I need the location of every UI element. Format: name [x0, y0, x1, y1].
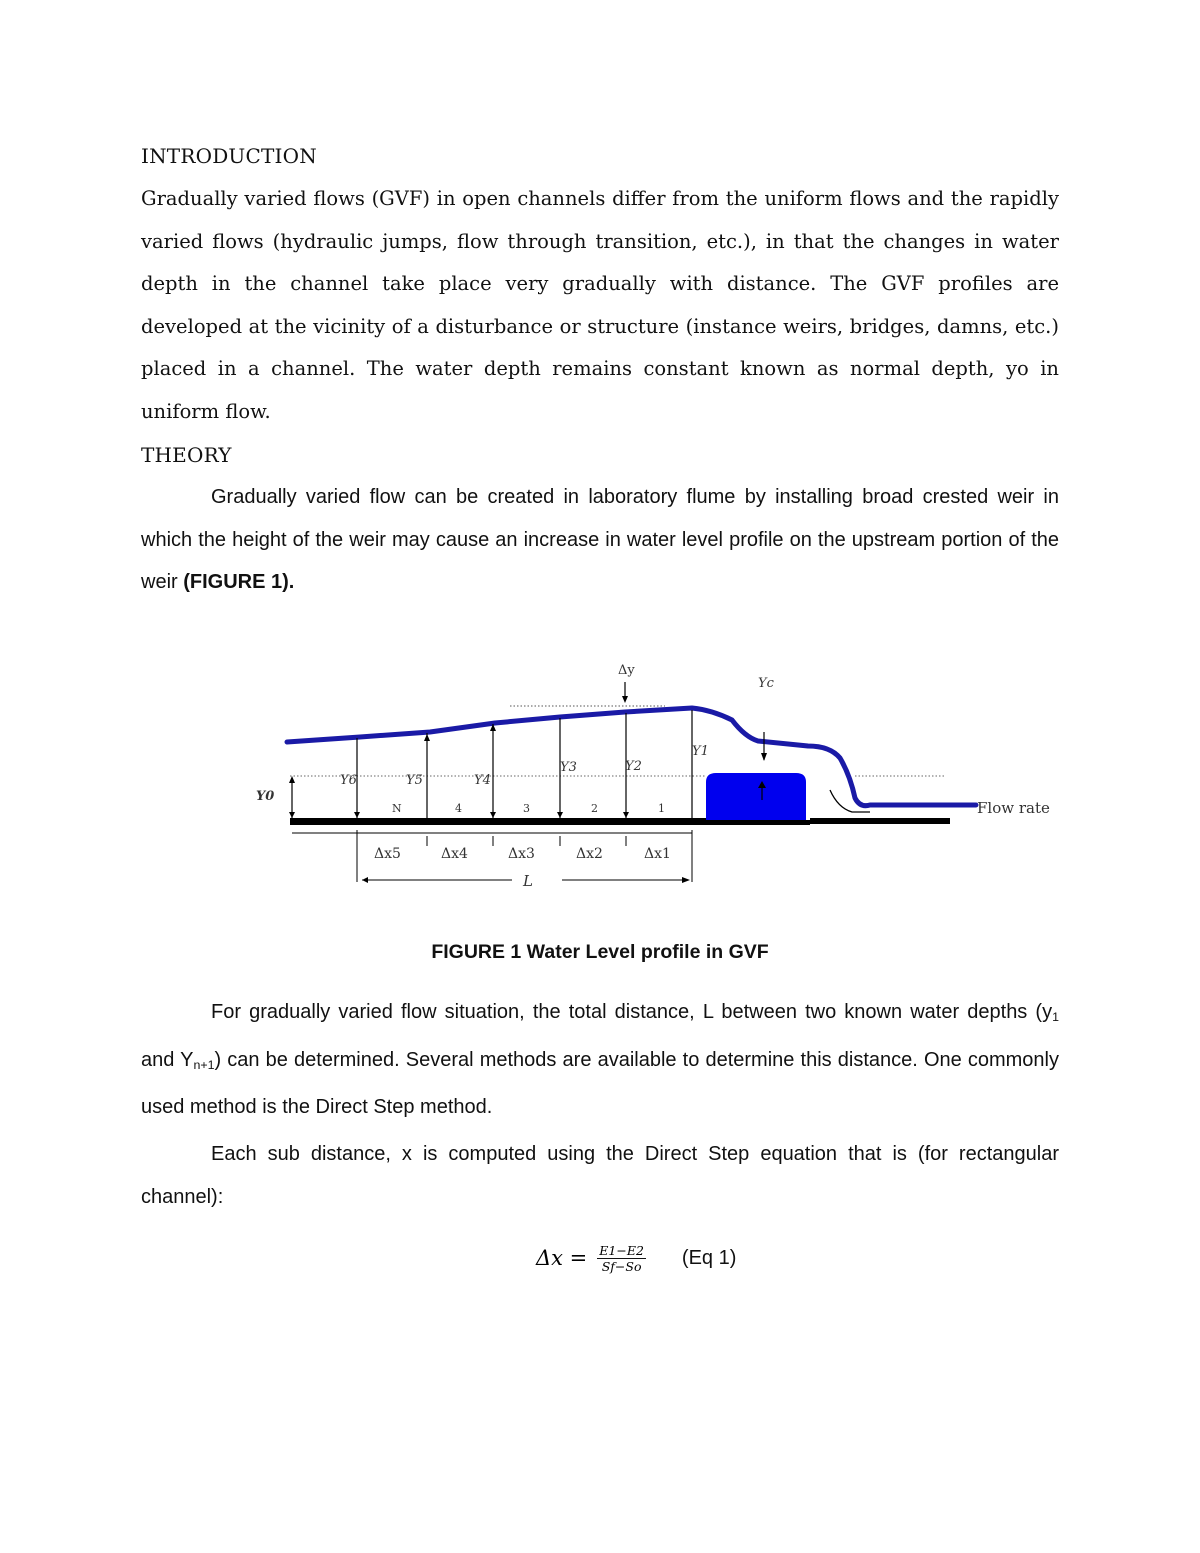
dx5-label: Δx5 [374, 846, 401, 862]
dx3-label: Δx3 [508, 846, 535, 862]
figure-reference: (FIGURE 1). [183, 571, 295, 593]
equation-numerator: E1−E2 [599, 1242, 644, 1258]
flow-rate-label: Flow rate [977, 799, 1050, 817]
dx1-label: Δx1 [644, 846, 671, 862]
section-3-label: 3 [523, 802, 530, 815]
channel-bed-downstream [810, 818, 950, 824]
gvf-diagram [240, 640, 1080, 900]
channel-bed-upstream [290, 818, 708, 825]
dy-label: Δy [618, 663, 635, 678]
theory-heading: THEORY [141, 443, 232, 467]
section-2-label: 2 [591, 802, 598, 815]
theory-paragraph-1-text: Gradually varied flow can be created in laboratory flume by installing broad crested weir in which the height of the weir may cause an increase in water level profile on the upstream portion of the weir [141, 486, 1059, 593]
y6-label: Y6 [340, 773, 357, 788]
L-arrow-right [682, 877, 690, 883]
dx2-label: Δx2 [576, 846, 603, 862]
hydraulic-jump-mark [830, 790, 870, 812]
y1-label: Y1 [692, 744, 709, 759]
theory-paragraph-1 [141, 476, 1059, 604]
intro-paragraph: Gradually varied flows (GVF) in open channels differ from the uniform flows and the rapidly varied flows (hydraulic jumps, flow through transition, etc.), in that the changes in water depth in the channel take place very gradually with distance. The GVF profiles are developed at the vicinity of a disturbance or structure (instance weirs, bridges, damns, etc.) placed in a channel. The water depth remains constant known as normal depth, yo in uniform flow. [141, 187, 1059, 423]
theory-paragraph-2 [141, 991, 1059, 1129]
equation-label: (Eq 1) [681, 1246, 737, 1269]
broad-crested-weir [706, 773, 806, 820]
y0-label: Y0 [256, 789, 275, 804]
para2-subscript-n1: n+1 [193, 1057, 215, 1072]
para2-part-a: For gradually varied flow situation, the total distance, L between two known water depths (y [211, 1001, 1053, 1023]
intro-heading: INTRODUCTION [141, 144, 317, 168]
water-surface-profile [287, 708, 976, 806]
figure-caption: FIGURE 1 Water Level profile in GVF [431, 941, 769, 963]
direct-step-equation [536, 1232, 736, 1284]
section-1-label: 1 [658, 802, 665, 815]
theory-paragraph-3: Each sub distance, x is computed using the Direct Step equation that is (for rectangular channel): [141, 1143, 1059, 1208]
para2-subscript-1: 1 [1052, 1010, 1059, 1025]
dx4-label: Δx4 [441, 846, 468, 862]
y5-label: Y5 [406, 773, 423, 788]
section-n-label: N [392, 802, 402, 815]
L-label: L [523, 872, 533, 890]
equation-fraction [597, 1243, 646, 1274]
y2-label: Y2 [625, 759, 642, 774]
section-4-label: 4 [455, 802, 462, 815]
channel-bed-weir [705, 820, 810, 825]
equation-denominator: Sf−So [601, 1258, 642, 1274]
equation-lhs: Δx = [536, 1246, 588, 1270]
y4-label: Y4 [474, 773, 491, 788]
L-arrow-left [362, 877, 368, 883]
dimension-lines [292, 830, 692, 882]
yc-label: Yc [758, 676, 774, 691]
y3-label: Y3 [560, 760, 577, 775]
para2-part-c: ) can be determined. Several methods are available to determine this distance. One commonly used method is the Direct Step method. [141, 1048, 1060, 1119]
para2-part-b: and Y [141, 1048, 194, 1071]
